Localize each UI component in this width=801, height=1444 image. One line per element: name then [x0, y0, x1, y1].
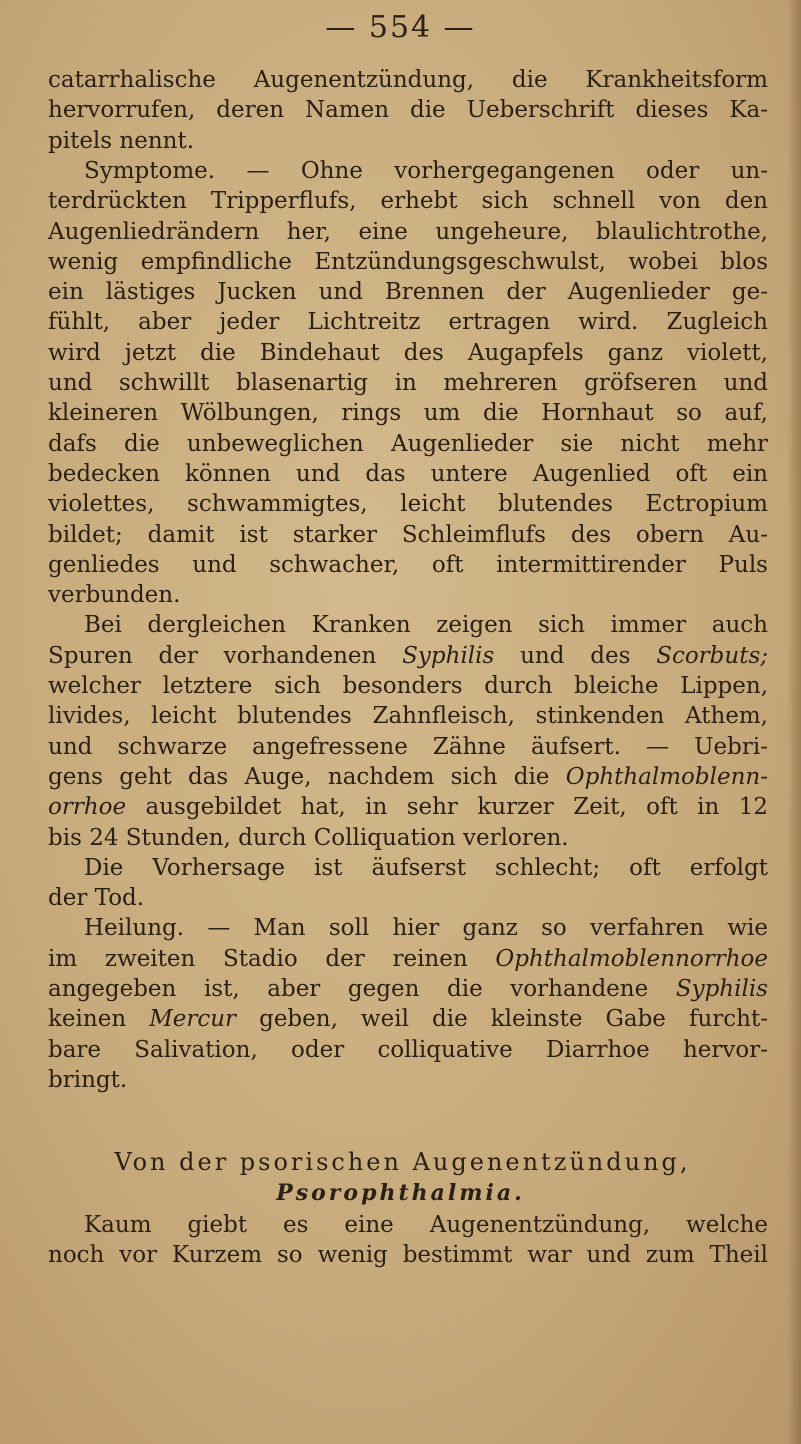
- text-line: [48, 944, 768, 974]
- text-line: [48, 307, 768, 337]
- text-segment: gens geht das Auge, nachdem sich die: [48, 763, 566, 790]
- text-segment: dafs die unbeweglichen Augenlieder sie nicht mehr: [48, 430, 768, 457]
- text-line: [84, 1210, 768, 1240]
- text-segment: catarrhalische Augenentzündung, die Krankheitsform: [48, 67, 768, 93]
- text-line: [48, 338, 768, 368]
- text-line: [48, 65, 768, 95]
- text-segment: der Tod.: [48, 885, 145, 912]
- italic-term: Scorbuts;: [656, 642, 768, 669]
- text-segment: violettes, schwammigtes, leicht blutendes Ectropium: [48, 491, 768, 518]
- text-segment: wird jetzt die Bindehaut des Augapfels ganz violett,: [48, 339, 768, 366]
- text-segment: genliedes und schwacher, oft intermittirender Puls: [48, 551, 768, 578]
- italic-term: Ophthalmoblennorrhoe: [495, 945, 768, 972]
- text-segment: im zweiten Stadio der reinen: [48, 945, 496, 972]
- text-line: [48, 883, 768, 913]
- italic-term: Syphilis: [402, 642, 495, 669]
- text-segment: und schwillt blasenartig in mehreren gröfseren und: [48, 370, 768, 396]
- text-line: [48, 550, 768, 580]
- page-number: — 554 —: [325, 10, 476, 45]
- text-line: [48, 1004, 768, 1034]
- text-segment: Heilung. — Man soll hier ganz so verfahren wie: [84, 915, 768, 942]
- text-segment: noch vor Kurzem so wenig bestimmt war und zum Theil: [48, 1242, 768, 1269]
- text-segment: bis 24 Stunden, durch Colliquation verloren.: [48, 824, 569, 851]
- text-line: [84, 913, 768, 943]
- text-line: [48, 368, 768, 398]
- text-segment: bare Salivation, oder colliquative Diarrhoe hervor-: [48, 1036, 768, 1063]
- text-segment: verbunden.: [48, 582, 181, 609]
- text-segment: ein lästiges Jucken und Brennen der Augenlieder ge-: [48, 279, 768, 306]
- text-line: [48, 459, 768, 489]
- text-segment: welcher letztere sich besonders durch bleiche Lippen,: [48, 673, 768, 699]
- text-segment: geben, weil die kleinste Gabe furcht-: [236, 1006, 768, 1033]
- text-segment: kleineren Wölbungen, rings um die Hornhaut so auf,: [48, 400, 768, 427]
- text-segment: pitels nennt.: [48, 127, 195, 154]
- text-segment: Kaum giebt es eine Augenentzündung, welche: [84, 1212, 768, 1238]
- text-segment: bildet; damit ist starker Schleimflufs des obern Au-: [48, 521, 768, 548]
- text-line: [48, 247, 768, 277]
- text-line: [48, 126, 768, 156]
- text-line: [48, 792, 768, 822]
- text-line: [48, 701, 768, 731]
- text-line: [84, 853, 768, 883]
- page-edge-shadow: [787, 0, 801, 1444]
- text-line: [48, 1240, 768, 1270]
- text-segment: angegeben ist, aber gegen die vorhandene: [48, 976, 676, 1002]
- text-segment: livides, leicht blutendes Zahnfleisch, stinkenden Athem,: [48, 703, 768, 730]
- text-line: [48, 641, 768, 671]
- text-segment: Symptome. — Ohne vorhergegangenen oder un-: [84, 157, 768, 184]
- text-line: [48, 217, 768, 247]
- text-line: [48, 1065, 768, 1095]
- text-line: [48, 974, 768, 1004]
- text-line: [48, 520, 768, 550]
- text-line: [48, 489, 768, 519]
- text-line: [48, 1035, 768, 1065]
- text-segment: und des: [494, 642, 657, 669]
- italic-term: Mercur: [149, 1006, 237, 1033]
- text-segment: bringt.: [48, 1066, 128, 1093]
- text-segment: fühlt, aber jeder Lichtreitz ertragen wird. Zugleich: [48, 309, 768, 336]
- text-line: [48, 671, 768, 701]
- text-line: [48, 762, 768, 792]
- text-line: [48, 277, 768, 307]
- text-line: [84, 610, 768, 640]
- section-subheading: Psorophthalmia.: [276, 1180, 525, 1206]
- text-line: [48, 580, 768, 610]
- italic-term: orrhoe: [48, 794, 127, 821]
- italic-term: Syphilis: [675, 976, 768, 1002]
- text-segment: keinen: [48, 1006, 150, 1033]
- text-segment: Spuren der vorhandenen: [48, 642, 403, 669]
- text-segment: Augenliedrändern her, eine ungeheure, blaulichtrothe,: [48, 218, 768, 245]
- text-segment: bedecken können und das untere Augenlied oft ein: [48, 460, 768, 487]
- text-segment: und schwarze angefressene Zähne äufsert. — Uebri-: [48, 733, 768, 760]
- text-line: [48, 429, 768, 459]
- text-segment: Die Vorhersage ist äufserst schlecht; oft erfolgt: [84, 854, 768, 881]
- text-segment: wenig empfindliche Entzündungsgeschwulst, wobei blos: [48, 248, 768, 275]
- text-segment: hervorrufen, deren Namen die Ueberschrift dieses Ka-: [48, 97, 768, 124]
- text-segment: Bei dergleichen Kranken zeigen sich immer auch: [84, 612, 768, 639]
- text-line: [84, 156, 768, 186]
- text-segment: terdrückten Tripperflufs, erhebt sich schnell von den: [48, 188, 768, 215]
- text-segment: ausgebildet hat, in sehr kurzer Zeit, oft in 12: [126, 794, 768, 821]
- section-heading: Von der psorischen Augenentzündung,: [114, 1148, 691, 1176]
- italic-term: Ophthalmoblenn-: [565, 763, 768, 790]
- text-line: [48, 398, 768, 428]
- text-line: [48, 732, 768, 762]
- text-line: [48, 95, 768, 125]
- text-line: [48, 186, 768, 216]
- text-line: [48, 823, 768, 853]
